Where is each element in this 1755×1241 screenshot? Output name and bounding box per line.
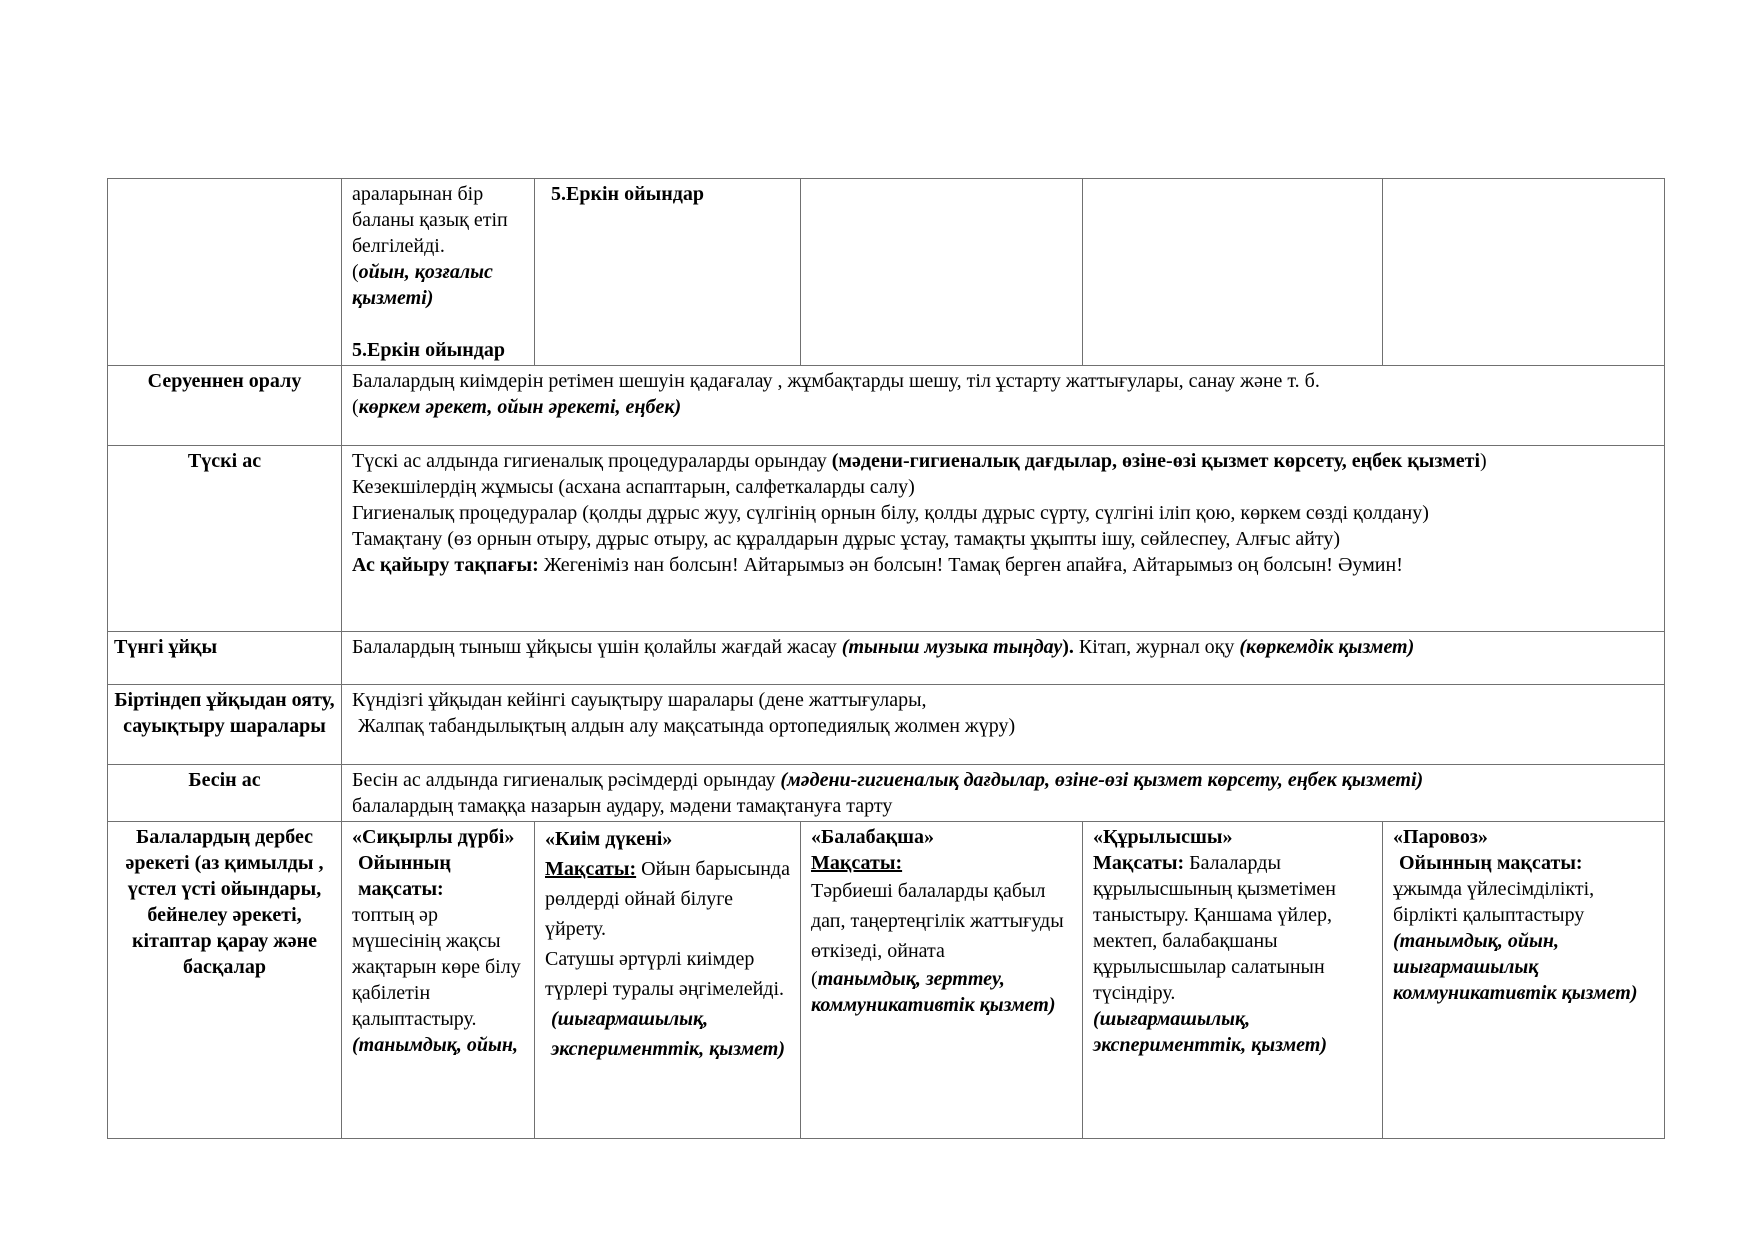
game-activity: танымдық, зерттеу, коммуникативтік қызмет) [811,968,1056,1016]
label-lunch: Түскі ас [108,446,342,632]
row-sleep [108,632,1665,685]
row-lunch [108,446,1665,632]
cell-game-kindergarten [801,822,1083,1139]
game-goal-text: ұжымда үйлесімділікті, бірлікті қалыптастыру [1393,878,1595,926]
sleep-text: Балалардың тыныш ұйқысы үшін қолайлы жағдай жасау [352,636,842,658]
game-description: араларынан бір баланы қазық етіп белгілейді. [352,183,508,257]
game-title: «Құрылысшы» [1093,826,1233,848]
cell-game-magic-binoculars [342,822,535,1139]
game-activity: (шығармашылық, эксперименттік, қызмет) [551,1008,786,1060]
cell-empty-label [108,179,342,366]
cell-snack-content [342,765,1665,822]
activity-type: ойын, қозғалыс қызметі) [352,261,493,309]
game-goal-text: Балаларды құрылысшының қызметімен таныстыру. Қаншама үйлер, мектеп, балабақшаны құрылысшылар салатынын түсіндіру. [1093,852,1336,1004]
label-independent-activity: Балалардың дербес әрекеті (аз қимылды , үстел үсті ойындары, бейнелеу әрекеті, кітаптар қарау және басқалар [108,822,342,1139]
cell-sleep-content [342,632,1665,685]
cell-game-builder [1083,822,1383,1139]
game-description: Сатушы әртүрлі киімдер түрлері туралы әңгімелейді. [545,948,785,1000]
activity-open-paren: ( [811,968,818,990]
game-goal-text: Ойын барысында рөлдерді ойнай білуге үйрету. [545,858,790,940]
cell-empty [801,179,1083,366]
row-continued-walk [108,179,1665,366]
cell-empty [1383,179,1665,366]
free-games-heading: 5.Еркін ойындар [352,339,505,361]
label-afternoon-snack: Бесін ас [108,765,342,822]
lunch-duty-text: Кезекшілердің жұмысы (асхана аспаптарын, салфеткаларды салу) [352,476,915,498]
free-games-heading: 5.Еркін ойындар [551,183,704,205]
sleep-reading: Кітап, журнал оқу [1073,636,1240,658]
game-goal-label: Мақсаты: [1093,852,1185,874]
label-wake-up: Біртіндеп ұйқыдан ояту, сауықтыру шаралары [108,685,342,765]
sleep-close: ). [1062,636,1074,658]
game-goal-text: Тәрбиеші балаларды қабыл дап, таңертеңгілік жаттығуды өткізеді, ойната [811,880,1064,962]
game-activity: (шығармашылық, эксперименттік, қызмет) [1093,1008,1328,1056]
daily-plan-table [107,178,1665,1139]
activity-open-paren: ( [352,261,359,283]
snack-text: Бесін ас алдында гигиеналық рәсімдерді орындау [352,769,781,791]
lunch-verse-label: Ас қайыру тақпағы: [352,554,539,576]
wake-text-2: Жалпақ табандылықтың алдын алу мақсатында ортопедиялық жолмен жүру) [358,715,1016,737]
game-goal-text: топтың әр мүшесінің жақсы жақтарын көре білу қабілетін қалыптастыру. [352,904,521,1030]
game-goal-label: Ойынның мақсаты: [358,852,451,900]
cell-game-train [1383,822,1665,1139]
game-goal-label: Ойынның мақсаты: [1399,852,1583,874]
game-activity: (танымдық, ойын, шығармашылық коммуникативтік қызмет) [1393,930,1638,1004]
wake-text-1: Күндізгі ұйқыдан кейінгі сауықтыру шаралары (дене жаттығулары, [352,689,927,711]
cell-walk-game-2 [535,179,801,366]
sleep-activity: (көркемдік қызмет) [1239,636,1415,658]
snack-activity: (мәдени-гигиеналық дағдылар, өзіне-өзі қызмет көрсету, еңбек қызметі) [780,769,1424,791]
label-return-from-walk: Серуеннен оралу [108,366,342,446]
game-activity: (танымдық, ойын, [352,1034,518,1056]
cell-walk-game-1 [342,179,535,366]
game-title: «Паровоз» [1393,826,1488,848]
cell-lunch-content [342,446,1665,632]
sleep-music: (тыныш музыка тыңдау [841,636,1063,658]
row-return-from-walk [108,366,1665,446]
game-title: «Сиқырлы дүрбі» [352,826,515,848]
return-text: Балалардың киімдерін ретімен шешуін қадағалау , жұмбақтарды шешу, тіл ұстарту жаттығулары, санау және т. б. [352,370,1320,392]
row-independent-activity [108,822,1665,1139]
row-wake-up [108,685,1665,765]
lunch-procedures-text: Гигиеналық процедуралар (қолды дұрыс жуу, сүлгінің орнын білу, қолды дұрыс сүрту, сүлгіні іліп қою, көркем сөзді қолдану) [352,502,1429,524]
lunch-eating-text: Тамақтану (өз орнын отыру, дұрыс отыру, ас құралдарын дұрыс ұстау, тамақты ұқыпты ішу, сөйлеспеу, Алғыс айту) [352,528,1341,550]
game-goal-label: Мақсаты: [545,858,637,880]
lunch-hygiene-activity: (мәдени-гигиеналық дағдылар, өзіне-өзі қызмет көрсету, еңбек қызметі [831,450,1481,472]
game-goal-label: Мақсаты: [811,852,903,874]
close-paren: ) [1480,450,1487,472]
activity-type: көркем әрекет, ойын әрекеті, еңбек) [358,396,682,418]
lunch-verse-text: Жегеніміз нан болсын! Айтарымыз ән болсын! Тамақ берген апайға, Айтарымыз оң болсын! Әумин! [538,554,1403,576]
cell-game-clothes-shop [535,822,801,1139]
cell-empty [1083,179,1383,366]
lunch-hygiene-text: Түскі ас алдында гигиеналық процедураларды орындау [352,450,832,472]
activity-open-paren: ( [352,396,359,418]
label-sleep: Түнгі ұйқы [108,632,342,685]
game-title: «Киім дүкені» [545,828,673,850]
cell-return-content [342,366,1665,446]
game-title: «Балабақша» [811,826,935,848]
snack-text-2: балалардың тамаққа назарын аудару, мәдени тамақтануға тарту [352,795,893,817]
cell-wake-content [342,685,1665,765]
row-afternoon-snack [108,765,1665,822]
